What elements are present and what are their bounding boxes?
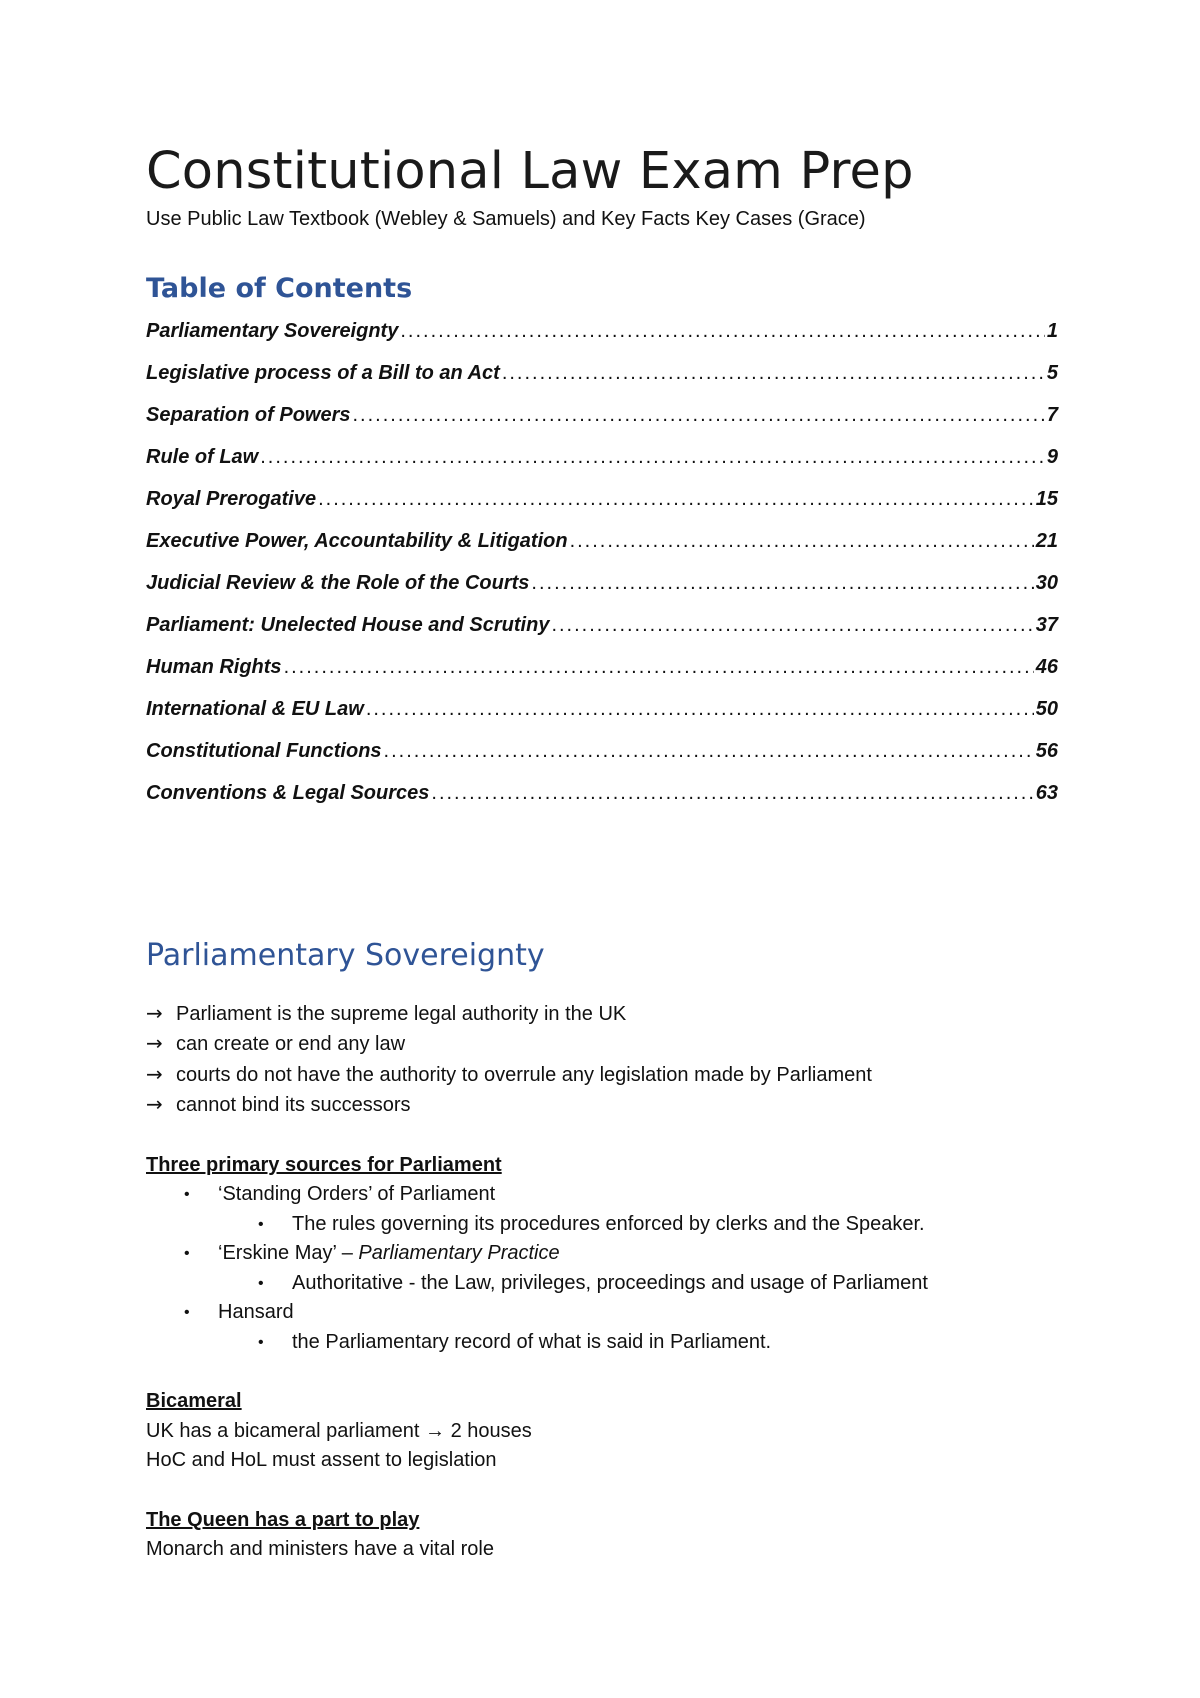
arrow-right-icon: →	[146, 1031, 163, 1056]
sovereignty-points	[146, 999, 1058, 1121]
toc-leader-dots	[502, 362, 1045, 385]
toc-heading: Table of Contents	[146, 273, 413, 304]
toc-entry-parliamentary-sovereignty[interactable]	[146, 320, 1058, 362]
source-standing-orders: • ‘Standing Orders’ of Parliament	[146, 1180, 1058, 1210]
toc-entry-human-rights[interactable]	[146, 656, 1058, 698]
queen-heading: The Queen has a part to play	[146, 1508, 420, 1531]
list-item	[146, 1090, 1058, 1121]
list-item	[146, 1060, 1058, 1091]
toc-leader-dots	[431, 782, 1033, 805]
toc-entry-executive-power[interactable]	[146, 530, 1058, 572]
toc-entry-judicial-review[interactable]	[146, 572, 1058, 614]
bicameral-line-1: UK has a bicameral parliament → 2 houses	[146, 1419, 532, 1442]
toc-entry-legislative-process[interactable]	[146, 362, 1058, 404]
toc-entry-page: 15	[1035, 488, 1058, 510]
toc-entry-separation-of-powers[interactable]	[146, 404, 1058, 446]
toc-entry-page: 50	[1035, 698, 1058, 720]
queen-line-1: Monarch and ministers have a vital role	[146, 1538, 494, 1561]
source-standing-orders-detail: • The rules governing its procedures enforced by clerks and the Speaker.	[146, 1210, 1058, 1240]
toc-entry-constitutional-functions[interactable]	[146, 740, 1058, 782]
document-subtitle: Use Public Law Textbook (Webley & Samuels) and Key Facts Key Cases (Grace)	[146, 208, 866, 230]
table-of-contents	[146, 320, 1058, 824]
erskine-may-italic: Parliamentary Practice	[358, 1242, 560, 1265]
toc-leader-dots	[284, 656, 1034, 679]
toc-leader-dots	[384, 740, 1034, 763]
list-item	[146, 999, 1058, 1030]
toc-entry-page: 56	[1035, 740, 1058, 762]
point-text: Parliament is the supreme legal authority in the UK	[176, 1002, 627, 1025]
bicameral-line-2: HoC and HoL must assent to legislation	[146, 1449, 497, 1472]
toc-entry-page: 5	[1046, 362, 1058, 384]
document-title: Constitutional Law Exam Prep	[146, 142, 914, 201]
toc-entry-royal-prerogative[interactable]	[146, 488, 1058, 530]
toc-leader-dots	[400, 320, 1045, 343]
source-erskine-may	[146, 1239, 1058, 1269]
section-heading: Parliamentary Sovereignty	[146, 938, 545, 973]
toc-entry-title: Parliamentary Sovereignty	[146, 320, 399, 342]
toc-leader-dots	[260, 446, 1045, 469]
toc-entry-rule-of-law[interactable]	[146, 446, 1058, 488]
arrow-right-icon: →	[146, 1061, 163, 1086]
document-page	[146, 140, 1058, 1565]
bicameral-heading: Bicameral	[146, 1390, 242, 1413]
toc-leader-dots	[366, 698, 1034, 721]
arrow-right-icon: →	[146, 1092, 163, 1117]
erskine-may-label: ‘Erskine May’ –	[218, 1242, 359, 1265]
toc-entry-title: Executive Power, Accountability & Litigation	[146, 530, 568, 552]
toc-entry-page: 46	[1035, 656, 1058, 678]
toc-entry-title: Separation of Powers	[146, 404, 351, 426]
toc-entry-parliament-unelected-house[interactable]	[146, 614, 1058, 656]
toc-entry-page: 63	[1035, 782, 1058, 804]
toc-entry-page: 7	[1046, 404, 1058, 426]
point-text: can create or end any law	[176, 1033, 406, 1056]
list-item	[146, 1029, 1058, 1060]
point-text: courts do not have the authority to overrule any legislation made by Parliament	[176, 1063, 872, 1086]
toc-entry-page: 37	[1035, 614, 1058, 636]
toc-entry-title: Human Rights	[146, 656, 282, 678]
toc-entry-page: 21	[1035, 530, 1058, 552]
toc-entry-international-eu-law[interactable]	[146, 698, 1058, 740]
toc-entry-title: Royal Prerogative	[146, 488, 317, 510]
toc-entry-title: International & EU Law	[146, 698, 364, 720]
toc-entry-title: Legislative process of a Bill to an Act	[146, 362, 500, 384]
toc-leader-dots	[353, 404, 1045, 427]
arrow-right-icon: →	[146, 1000, 163, 1025]
toc-leader-dots	[531, 572, 1033, 595]
toc-entry-title: Parliament: Unelected House and Scrutiny	[146, 614, 550, 636]
toc-entry-page: 30	[1035, 572, 1058, 594]
toc-entry-page: 1	[1046, 320, 1058, 342]
toc-entry-conventions-legal-sources[interactable]	[146, 782, 1058, 824]
toc-entry-title: Judicial Review & the Role of the Courts	[146, 572, 530, 594]
toc-leader-dots	[551, 614, 1033, 637]
toc-entry-title: Rule of Law	[146, 446, 259, 468]
toc-entry-title: Constitutional Functions	[146, 740, 382, 762]
source-hansard: • Hansard	[146, 1298, 1058, 1328]
source-erskine-may-detail: • Authoritative - the Law, privileges, proceedings and usage of Parliament	[146, 1269, 1058, 1299]
source-hansard-detail: • the Parliamentary record of what is said in Parliament.	[146, 1328, 1058, 1358]
toc-entry-page: 9	[1046, 446, 1058, 468]
point-text: cannot bind its successors	[176, 1094, 411, 1117]
sources-heading: Three primary sources for Parliament	[146, 1153, 502, 1176]
toc-leader-dots	[570, 530, 1034, 553]
toc-leader-dots	[318, 488, 1034, 511]
toc-entry-title: Conventions & Legal Sources	[146, 782, 430, 804]
